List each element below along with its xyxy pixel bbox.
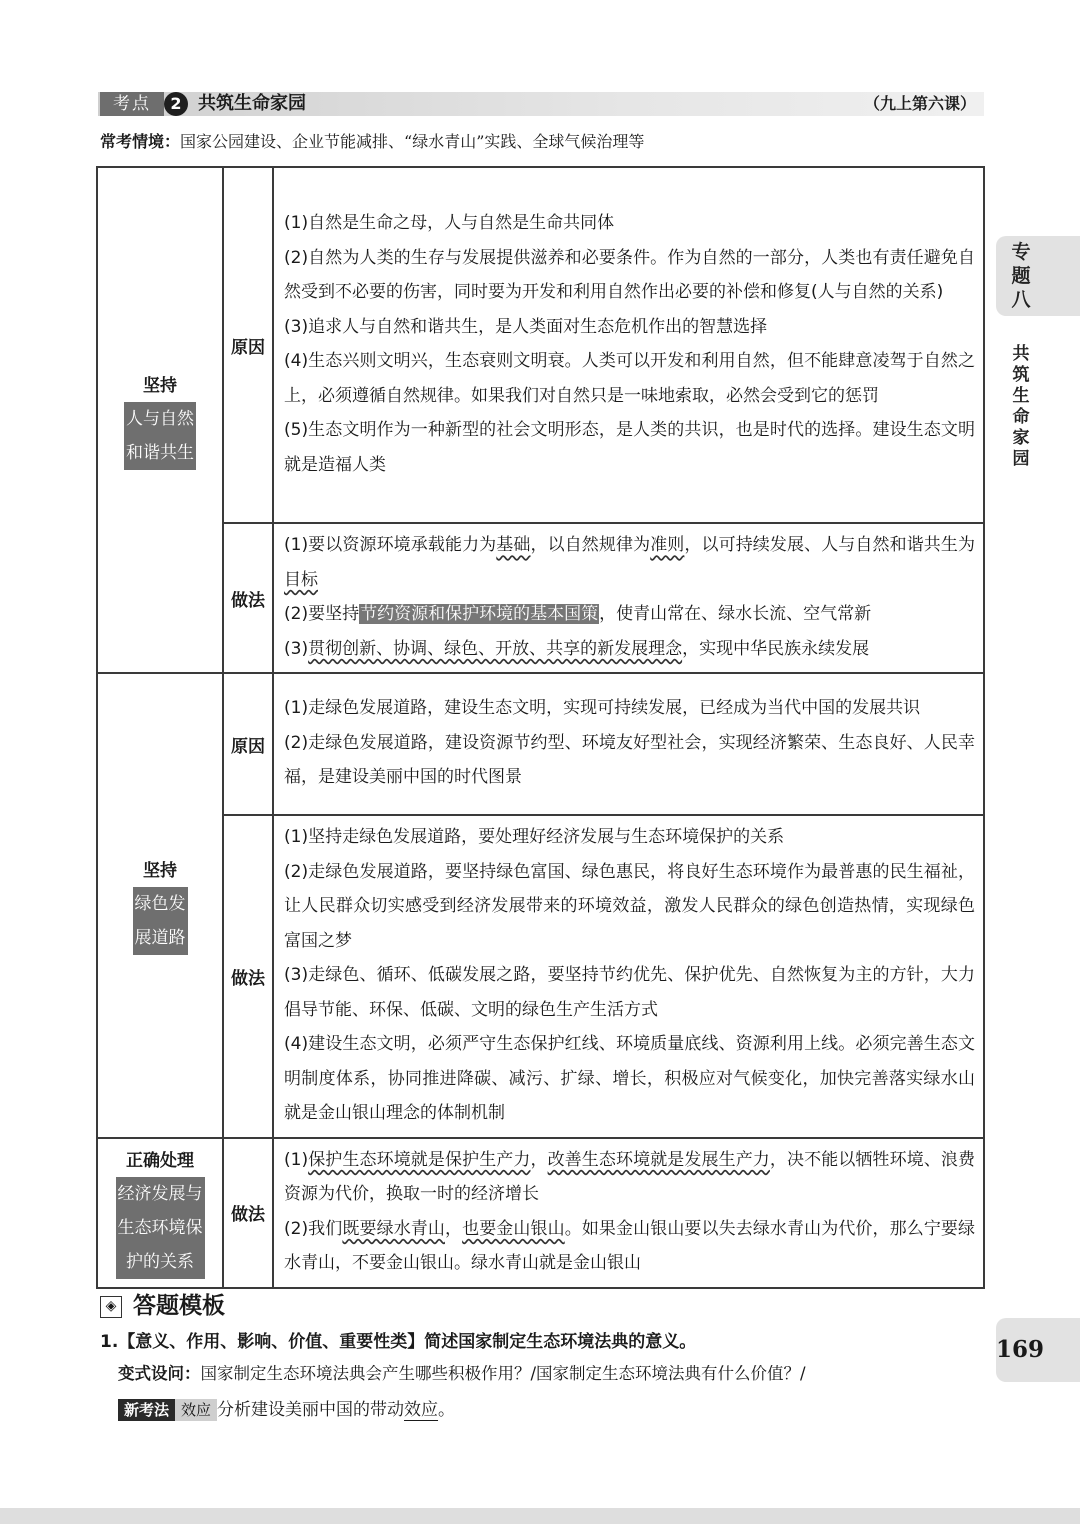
list-item: (4)建设生态文明，必须严守生态保护红线、环境质量底线、资源利用上线。必须完善生态文明制度体系，协同推进降碳、减污、扩绿、增长，积极应对气候变化，加快完善落实绿水山就是金山银山理念的体制机制 — [284, 1034, 975, 1123]
exam-point-label: 考点 — [100, 92, 164, 116]
category-main: 正确处理 — [126, 1151, 194, 1171]
category-tag — [124, 402, 196, 470]
category-tag-line: 和谐共生 — [126, 442, 194, 463]
type-cell: 原因 — [223, 673, 273, 815]
text-span: (1) — [284, 1149, 309, 1170]
variant-question — [118, 1360, 806, 1388]
text-span: ，以自然规律为 — [530, 535, 651, 555]
category-tag-line: 经济发展与 — [117, 1184, 203, 1204]
category-main: 坚持 — [143, 375, 177, 396]
wavy-text: 既要绿水青山 — [342, 1218, 445, 1239]
text-span: (2)要坚持 — [284, 604, 360, 624]
list-item — [284, 1143, 975, 1212]
table-row — [97, 1138, 984, 1288]
text-span: (3) — [284, 638, 309, 659]
underlined-text: 效应 — [404, 1400, 439, 1420]
new-method-line — [118, 1396, 455, 1424]
category-tag-line: 人与自然 — [126, 408, 194, 429]
type-cell: 原因 — [223, 167, 273, 523]
text-span: (1)要以资源环境承载能力为 — [284, 535, 497, 555]
list-item: (4)生态兴则文明兴，生态衰则文明衰。人类可以开发和利用自然，但不能肆意凌驾于自然之上，必须遵循自然规律。如果我们对自然只是一味地索取，必然会受到它的惩罚 — [284, 351, 975, 406]
variant-label: 变式设问： — [118, 1364, 201, 1383]
bottom-strip — [0, 1508, 1080, 1524]
category-tag-line: 绿色发 — [134, 893, 186, 914]
table-row — [97, 673, 984, 815]
section-title: 共筑生命家园 — [198, 93, 306, 114]
category-main: 坚持 — [143, 860, 177, 881]
wavy-text: 也要金山银山 — [462, 1218, 565, 1239]
highlight-text: 节约资源和保护环境的基本国策 — [360, 604, 599, 624]
exam-point-number: 2 — [164, 92, 188, 116]
wavy-text: 准则 — [650, 535, 685, 555]
table-row — [97, 523, 984, 673]
text-span: 。 — [438, 1400, 456, 1420]
question-1: 1.【意义、作用、影响、价值、重要性类】简述国家制定生态环境法典的意义。 — [100, 1332, 697, 1352]
category-tag — [133, 887, 188, 955]
wavy-text: 改善生态环境就是发展生产力 — [547, 1149, 770, 1170]
list-item: (3)走绿色、循环、低碳发展之路，要坚持节约优先、保护优先、自然恢复为主的方针，大力倡导节能、环保、低碳、文明的绿色生产生活方式 — [284, 965, 975, 1020]
effect-tag: 效应 — [175, 1399, 217, 1421]
text-span: 分析建设美丽中国的带动 — [217, 1400, 405, 1420]
template-icon: ◈ — [100, 1296, 122, 1318]
new-law-tag: 新考法 — [118, 1399, 175, 1421]
context-label: 常考情境： — [100, 132, 181, 151]
wavy-text: 贯彻创新、协调、绿色、开放、共享的新发展理念 — [308, 638, 683, 659]
list-item — [284, 1212, 975, 1281]
variant-text: 国家制定生态环境法典会产生哪些积极作用？/国家制定生态环境法典有什么价值？/ — [200, 1364, 806, 1383]
list-item: (3)追求人与自然和谐共生，是人类面对生态危机作出的智慧选择 — [284, 316, 768, 337]
context-text: 国家公园建设、企业节能减排、“绿水青山”实践、全球气候治理等 — [180, 132, 645, 151]
content-cell — [273, 167, 984, 523]
type-cell: 做法 — [223, 1138, 273, 1288]
category-tag — [116, 1177, 205, 1279]
table-row — [97, 167, 984, 523]
category-tag-line: 护的关系 — [126, 1252, 194, 1272]
list-item — [284, 632, 975, 667]
list-item: (2)自然为人类的生存与发展提供滋养和必要条件。作为自然的一部分，人类也有责任避免自然受到不必要的伤害，同时要为开发和利用自然作出必要的补偿和修复(人与自然的关系) — [284, 247, 975, 302]
category-tag-line: 生态环境保 — [117, 1218, 203, 1238]
category-tag-line: 展道路 — [134, 927, 186, 948]
text-span: ，实现中华民族永续发展 — [682, 638, 870, 659]
template-title: 答题模板 — [133, 1293, 225, 1319]
text-span: 。如果金山银山要以失去绿水青山为代价，那么宁要绿水青山，不要金山银山。绿水青山就是金山银山 — [284, 1218, 976, 1273]
text-span: ， — [445, 1218, 463, 1239]
common-context — [100, 130, 644, 154]
content-cell — [273, 1138, 984, 1288]
wavy-text: 保护生态环境就是保护生产力 — [308, 1149, 531, 1170]
content-cell — [273, 673, 984, 815]
content-cell — [273, 523, 984, 673]
list-item: (1)坚持走绿色发展道路，要处理好经济发展与生态环境保护的关系 — [284, 827, 785, 847]
text-span: ，决不能以牺牲环境、浪费资源为代价，换取一时的经济增长 — [284, 1149, 976, 1204]
list-item: (5)生态文明作为一种新型的社会文明形态，是人类的共识，也是时代的选择。建设生态文明就是造福人类 — [284, 420, 975, 475]
wavy-text: 基础 — [496, 535, 531, 555]
category-cell — [97, 1138, 223, 1288]
list-item: (1)自然是生命之母，人与自然是生命共同体 — [284, 213, 615, 233]
content-cell — [273, 815, 984, 1138]
text-span: (2)我们 — [284, 1218, 343, 1239]
category-cell — [97, 673, 223, 1138]
list-item — [284, 528, 975, 597]
text-span: ，以可持续发展、人与自然和谐共生为 — [684, 535, 976, 555]
topic-label: 共筑生命家园 — [1012, 344, 1030, 469]
list-item: (1)走绿色发展道路，建设生态文明，实现可持续发展，已经成为当代中国的发展共识 — [284, 698, 921, 719]
lesson-reference: （九上第六课） — [863, 94, 976, 113]
list-item: (2)走绿色发展道路，要坚持绿色富国、绿色惠民，将良好生态环境作为最普惠的民生福祉，让人民群众切实感受到经济发展带来的环境效益，激发人民群众的绿色创造热情，实现绿色富国之梦 — [284, 861, 975, 951]
text-span: ，使青山常在、绿水长流、空气常新 — [599, 604, 872, 624]
list-item — [284, 597, 975, 632]
page-number: 169 — [996, 1336, 1045, 1363]
wavy-text: 目标 — [284, 569, 318, 590]
text-span: ， — [530, 1149, 548, 1170]
type-cell: 做法 — [223, 523, 273, 673]
list-item: (2)走绿色发展道路，建设资源节约型、环境友好型社会，实现经济繁荣、生态良好、人民幸福，是建设美丽中国的时代图景 — [284, 732, 975, 788]
knowledge-table — [96, 166, 985, 1289]
table-row — [97, 815, 984, 1138]
unit-label: 专题八 — [1011, 241, 1031, 311]
type-cell: 做法 — [223, 815, 273, 1138]
category-cell — [97, 167, 223, 673]
